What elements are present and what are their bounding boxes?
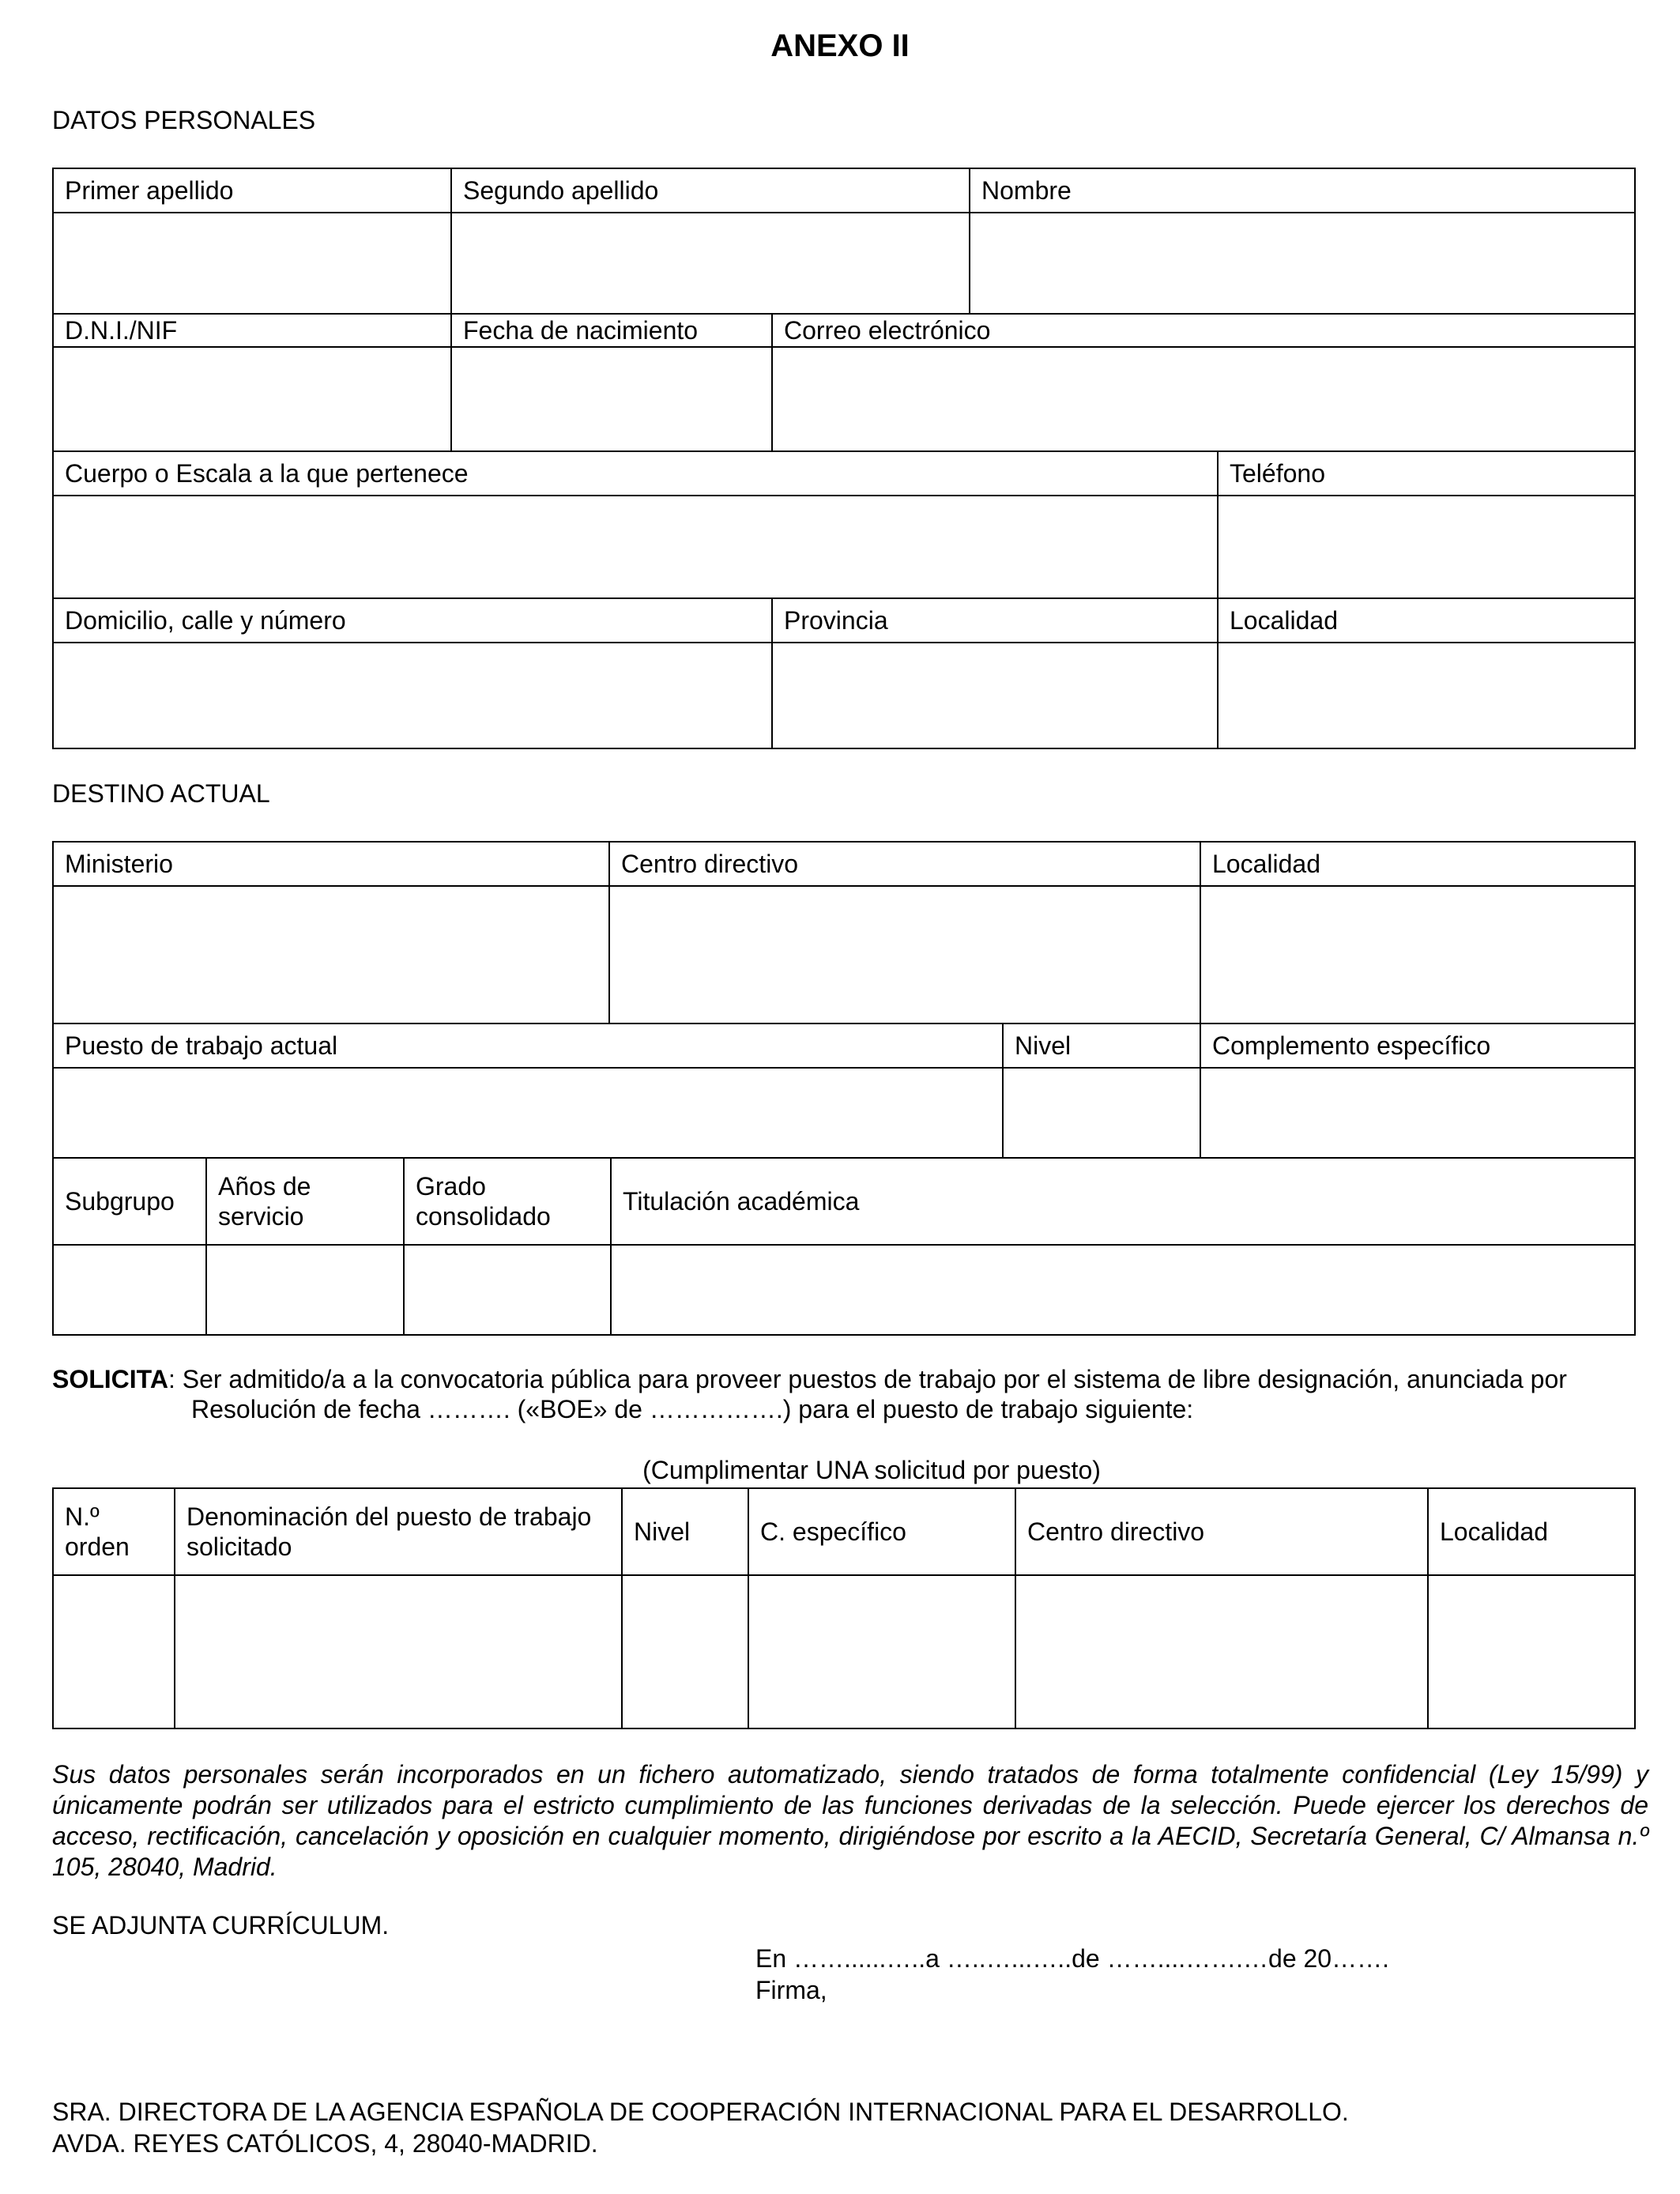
label-anos-servicio: Años de servicio — [207, 1159, 405, 1246]
nombre-field[interactable] — [970, 213, 1636, 315]
destino-table — [52, 841, 1636, 1336]
col-localidad: Localidad — [1429, 1489, 1636, 1576]
provincia-field[interactable] — [773, 643, 1219, 749]
titulacion-field[interactable] — [612, 1246, 1636, 1336]
n-orden-field[interactable] — [54, 1576, 175, 1729]
ministerio-field[interactable] — [54, 887, 610, 1024]
solicita-paragraph — [52, 1364, 1648, 1424]
solicita-label: SOLICITA — [52, 1365, 168, 1393]
label-ministerio: Ministerio — [54, 843, 610, 887]
col-c-especifico: C. específico — [749, 1489, 1016, 1576]
fecha-nacimiento-field[interactable] — [452, 348, 773, 452]
grado-consolidado-field[interactable] — [405, 1246, 612, 1336]
col-nivel: Nivel — [623, 1489, 749, 1576]
localidad-field[interactable] — [1219, 643, 1636, 749]
col-n-orden: N.º orden — [54, 1489, 175, 1576]
domicilio-field[interactable] — [54, 643, 773, 749]
label-domicilio: Domicilio, calle y número — [54, 599, 773, 643]
puesto-actual-field[interactable] — [54, 1069, 1004, 1159]
label-localidad: Localidad — [1219, 599, 1636, 643]
label-grado-consolidado: Grado consolidado — [405, 1159, 612, 1246]
telefono-field[interactable] — [1219, 496, 1636, 599]
label-dni: D.N.I./NIF — [54, 315, 452, 348]
c-especifico-field[interactable] — [749, 1576, 1016, 1729]
section-heading-personal: DATOS PERSONALES — [52, 106, 316, 134]
puesto-nivel-field[interactable] — [623, 1576, 749, 1729]
anos-servicio-field[interactable] — [207, 1246, 405, 1336]
section-heading-destino: DESTINO ACTUAL — [52, 779, 270, 808]
col-centro-directivo: Centro directivo — [1016, 1489, 1429, 1576]
place-date-line: En ……......…..a …..…...…..de ……....…….…de 20……. — [755, 1944, 1389, 1973]
label-puesto-actual: Puesto de trabajo actual — [54, 1024, 1004, 1069]
label-primer-apellido: Primer apellido — [54, 169, 452, 213]
segundo-apellido-field[interactable] — [452, 213, 970, 315]
adjunta-curriculum: SE ADJUNTA CURRÍCULUM. — [52, 1911, 390, 1940]
footer-street: AVDA. REYES CATÓLICOS, 4, 28040-MADRID. — [52, 2129, 598, 2158]
label-provincia: Provincia — [773, 599, 1219, 643]
dni-field[interactable] — [54, 348, 452, 452]
col-denominacion: Denominación del puesto de trabajo solicitado — [175, 1489, 623, 1576]
label-complemento: Complemento específico — [1201, 1024, 1636, 1069]
denominacion-field[interactable] — [175, 1576, 623, 1729]
footer-recipient: SRA. DIRECTORA DE LA AGENCIA ESPAÑOLA DE COOPERACIÓN INTERNACIONAL PARA EL DESARROLLO. — [52, 2098, 1349, 2126]
signature-block — [755, 1943, 1389, 2006]
label-cuerpo: Cuerpo o Escala a la que pertenece — [54, 452, 1219, 496]
label-destino-localidad: Localidad — [1201, 843, 1636, 887]
label-correo: Correo electrónico — [773, 315, 1636, 348]
puesto-table-note: (Cumplimentar UNA solicitud por puesto) — [642, 1456, 1101, 1484]
page-title: ANEXO II — [770, 28, 910, 63]
label-nombre: Nombre — [970, 169, 1636, 213]
primer-apellido-field[interactable] — [54, 213, 452, 315]
label-telefono: Teléfono — [1219, 452, 1636, 496]
subgrupo-field[interactable] — [54, 1246, 207, 1336]
solicita-line-1 — [52, 1364, 1648, 1394]
footer-address — [52, 2096, 1349, 2159]
complemento-field[interactable] — [1201, 1069, 1636, 1159]
label-nivel: Nivel — [1004, 1024, 1201, 1069]
label-subgrupo: Subgrupo — [54, 1159, 207, 1246]
nivel-field[interactable] — [1004, 1069, 1201, 1159]
puesto-solicitado-table — [52, 1487, 1636, 1729]
puesto-centro-directivo-field[interactable] — [1016, 1576, 1429, 1729]
label-titulacion: Titulación académica — [612, 1159, 1636, 1246]
correo-field[interactable] — [773, 348, 1636, 452]
puesto-localidad-field[interactable] — [1429, 1576, 1636, 1729]
label-segundo-apellido: Segundo apellido — [452, 169, 970, 213]
label-fecha-nacimiento: Fecha de nacimiento — [452, 315, 773, 348]
label-centro-directivo: Centro directivo — [610, 843, 1201, 887]
personal-data-table — [52, 168, 1636, 749]
centro-directivo-field[interactable] — [610, 887, 1201, 1024]
firma-label: Firma, — [755, 1976, 827, 2004]
cuerpo-field[interactable] — [54, 496, 1219, 599]
privacy-notice: Sus datos personales serán incorporados en un fichero automatizado, siendo tratados de forma totalmente confidencial (Ley 15/99) y únicamente podrán ser utilizados para el estricto cumplimiento de las funciones derivadas de la selección. Puede ejercer los derechos de acceso, rectificación, cancelación y oposición en cualquier momento, dirigiéndose por escrito a la AECID, Secretaría General, C/ Almansa n.º 105, 28040, Madrid. — [52, 1760, 1648, 1881]
solicita-line-2: Resolución de fecha ………. («BOE» de …………….) para el puesto de trabajo siguiente: — [191, 1395, 1194, 1423]
solicita-text: : Ser admitido/a a la convocatoria pública para proveer puestos de trabajo por el sistema de libre designación, anunciada por — [168, 1365, 1567, 1393]
destino-localidad-field[interactable] — [1201, 887, 1636, 1024]
